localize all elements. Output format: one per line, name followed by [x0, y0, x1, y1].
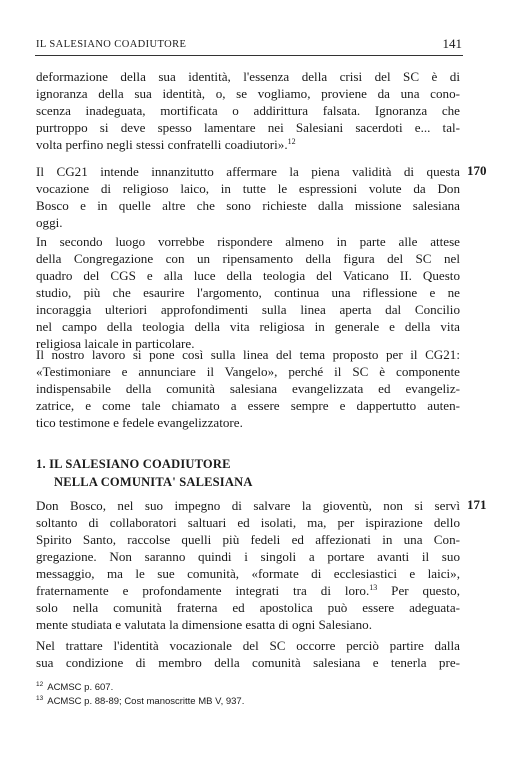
- section-title-line2: NELLA COMUNITA' SALESIANA: [54, 475, 253, 489]
- text-line: solo nella comunità fraterna ed apostolica può essere adeguata-: [36, 600, 460, 615]
- footnotes: [36, 681, 244, 709]
- text-line: Nel trattare l'identità vocazionale del SC occorre perciò partire dalla: [36, 638, 460, 653]
- text-line: gregazione. Non saranno quindi i singoli a portare avanti il suo: [36, 549, 460, 564]
- text-line: Il CG21 intende innanzitutto affermare la piena validità di questa: [36, 164, 460, 179]
- text-line: della Congregazione con un ripensamento della figura del SC nel: [36, 251, 460, 266]
- text-line: oggi.: [36, 215, 63, 230]
- text-line: «Testimoniare e annunciare il Vangelo», perché il SC è componente: [36, 364, 460, 379]
- footnote-13: $^{13}$ ACMSC p. 88-89; Cost manoscritte MB V, 937.: [36, 695, 245, 707]
- text-line: vocazione di religioso laico, in tutte le espressioni volute da Don: [36, 181, 460, 196]
- margin-number-171: 171: [467, 497, 487, 512]
- paragraph-2: [36, 163, 460, 231]
- margin-number-170: 170: [467, 163, 487, 178]
- running-title: IL SALESIANO COADIUTORE: [36, 39, 187, 50]
- text-line: indispensabile della comunità salesiana evangelizzata ed evangeliz-: [36, 381, 460, 396]
- header-rule: [35, 55, 463, 56]
- paragraph-3: [36, 233, 460, 352]
- text-line: sua condizione di membro della comunità salesiana e tenerla pre-: [36, 655, 460, 670]
- text-line: messaggio, ma le sue comunità, «formate di ecclesiastici e laici»,: [36, 566, 460, 581]
- text-line: studio, più che esaurire l'argomento, continua una riflessione e ne: [36, 285, 460, 300]
- text-line: mente studiata e valutata la dimensione esatta di ogni Salesiano.: [36, 617, 372, 632]
- text-line: purtroppo si deve spesso lamentare nei Salesiani sacerdoti e... tal-: [36, 120, 460, 135]
- text-line: volta perfino negli stessi confratelli coadiutori».$^{12}$: [36, 137, 296, 152]
- running-head: [36, 36, 462, 51]
- text-line: ignoranza della sua identità, o, se vogliamo, proviene da una cono-: [36, 86, 460, 101]
- text-line: tico testimone e fedele evangelizzatore.: [36, 415, 243, 430]
- text-line: fraternamente e profondamente integrati tra di loro.$^{13}$ Per questo,: [36, 583, 460, 598]
- text-line: quadro del CGS e alla luce della teologia del Vaticano II. Questo: [36, 268, 460, 283]
- section-paragraph-1: [36, 497, 460, 633]
- text-line: Bosco e in quelle altre che sono richieste dalla missione salesiana: [36, 198, 460, 213]
- text-line: Il nostro lavoro si pone così sulla linea del tema proposto per il CG21:: [36, 347, 460, 362]
- footnote-ref: 13: [369, 583, 378, 592]
- section-title-line1: IL SALESIANO COADIUTORE: [49, 457, 231, 471]
- text-line: religiosa laicale in particolare.: [36, 336, 195, 351]
- page-number: 141: [442, 36, 462, 51]
- text-line: In secondo luogo vorrebbe rispondere almeno in parte alle attese: [36, 234, 460, 249]
- text-line: incoraggia ulteriori approfondimenti sulla linea aperta dal Concilio: [36, 302, 460, 317]
- text-line: soltanto di collaboratori saltuari ed isolati, ma, per ispirazione dello: [36, 515, 460, 530]
- text-line: scenza inadeguata, mortificata o addirittura falsata. Ignoranza che: [36, 103, 460, 118]
- paragraph-1: [36, 68, 460, 153]
- section-number: 1.: [36, 457, 46, 471]
- text-line: Don Bosco, nel suo impegno di salvare la gioventù, non si servì: [36, 498, 460, 513]
- paragraph-4: [36, 346, 460, 431]
- section-paragraph-2: [36, 637, 460, 671]
- text-line: nel campo della teologia della vita religiosa in generale e della vita: [36, 319, 460, 334]
- text-line: Spirito Santo, raccolse quelli più fedeli ed affezionati in una Con-: [36, 532, 460, 547]
- text-line: deformazione della sua identità, l'essenza della crisi del SC è di: [36, 69, 460, 84]
- text-line: zatrice, e come tale chiamato a essere sempre e dappertutto auten-: [36, 398, 460, 413]
- footnote-12: $^{12}$ ACMSC p. 607.: [36, 681, 114, 693]
- section-heading: [36, 455, 253, 491]
- footnote-ref: 12: [287, 137, 296, 146]
